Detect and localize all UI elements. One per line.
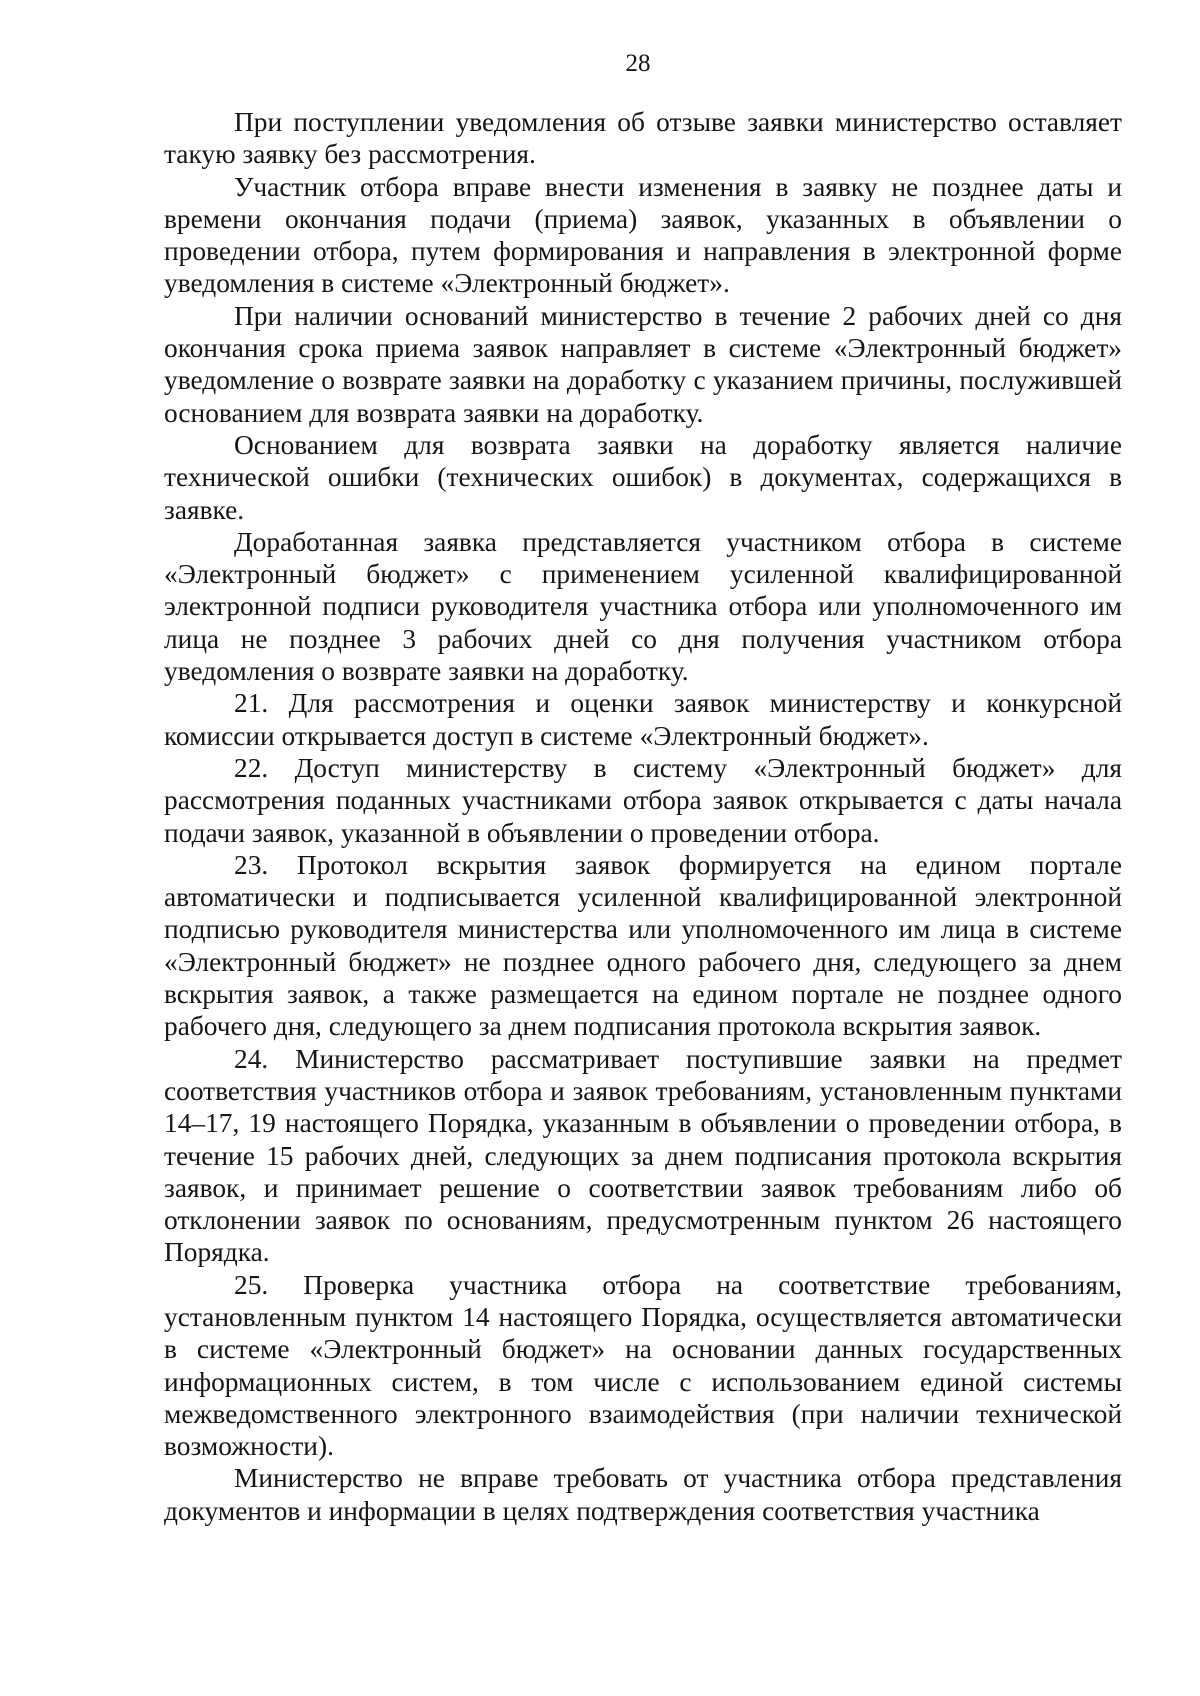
paragraph-return-for-revision: При наличии оснований министерство в течение 2 рабочих дней со дня окончания срока приема заявок направляет в системе «Электронный бюджет» уведомление о возврате заявки на доработку с указанием причины, послужившей основанием для возврата заявки на доработку. bbox=[164, 300, 1122, 428]
paragraph-revision-grounds: Основанием для возврата заявки на доработку является наличие технической ошибки (технических ошибок) в документах, содержащихся в заявке. bbox=[164, 429, 1122, 525]
page-number: 28 bbox=[625, 50, 651, 77]
document-body bbox=[164, 106, 1122, 1527]
paragraph-item-22: 22. Доступ министерству в систему «Электронный бюджет» для рассмотрения поданных участниками отбора заявок открывается с даты начала подачи заявок, указанной в объявлении о проведении отбора. bbox=[164, 752, 1122, 848]
paragraph-ministry-restriction: Министерство не вправе требовать от участника отбора представления документов и информации в целях подтверждения соответствия участника bbox=[164, 1463, 1122, 1526]
paragraph-item-25: 25. Проверка участника отбора на соответствие требованиям, установленным пунктом 14 настоящего Порядка, осуществляется автоматически в системе «Электронный бюджет» на основании данных государственных информационных систем, в том числе с использованием единой системы межведомственного электронного взаимодействия (при наличии технической возможности). bbox=[164, 1269, 1122, 1462]
paragraph-application-changes: Участник отбора вправе внести изменения в заявку не позднее даты и времени окончания подачи (приема) заявок, указанных в объявлении о проведении отбора, путем формирования и направления в электронной форме уведомления в системе «Электронный бюджет». bbox=[164, 171, 1122, 299]
paragraph-revised-application: Доработанная заявка представляется участником отбора в системе «Электронный бюджет» с применением усиленной квалифицированной электронной подписи руководителя участника отбора или уполномоченного им лица не позднее 3 рабочих дней со дня получения участником отбора уведомления о возврате заявки на доработку. bbox=[164, 526, 1122, 687]
paragraph-withdrawal-notice: При поступлении уведомления об отзыве заявки министерство оставляет такую заявку без рассмотрения. bbox=[164, 107, 1122, 170]
paragraph-item-21: 21. Для рассмотрения и оценки заявок министерству и конкурсной комиссии открывается доступ в системе «Электронный бюджет». bbox=[164, 688, 1122, 751]
paragraph-item-24: 24. Министерство рассматривает поступившие заявки на предмет соответствия участников отбора и заявок требованиям, установленным пунктами 14–17, 19 настоящего Порядка, указанным в объявлении о проведении отбора, в течение 15 рабочих дней, следующих за днем подписания протокола вскрытия заявок, и принимает решение о соответствии заявок требованиям либо об отклонении заявок по основаниям, предусмотренным пунктом 26 настоящего Порядка. bbox=[164, 1043, 1122, 1268]
paragraph-item-23: 23. Протокол вскрытия заявок формируется на едином портале автоматически и подписывается усиленной квалифицированной электронной подписью руководителя министерства или уполномоченного им лица в системе «Электронный бюджет» не позднее одного рабочего дня, следующего за днем вскрытия заявок, а также размещается на едином портале не позднее одного рабочего дня, следующего за днем подписания протокола вскрытия заявок. bbox=[164, 849, 1122, 1042]
